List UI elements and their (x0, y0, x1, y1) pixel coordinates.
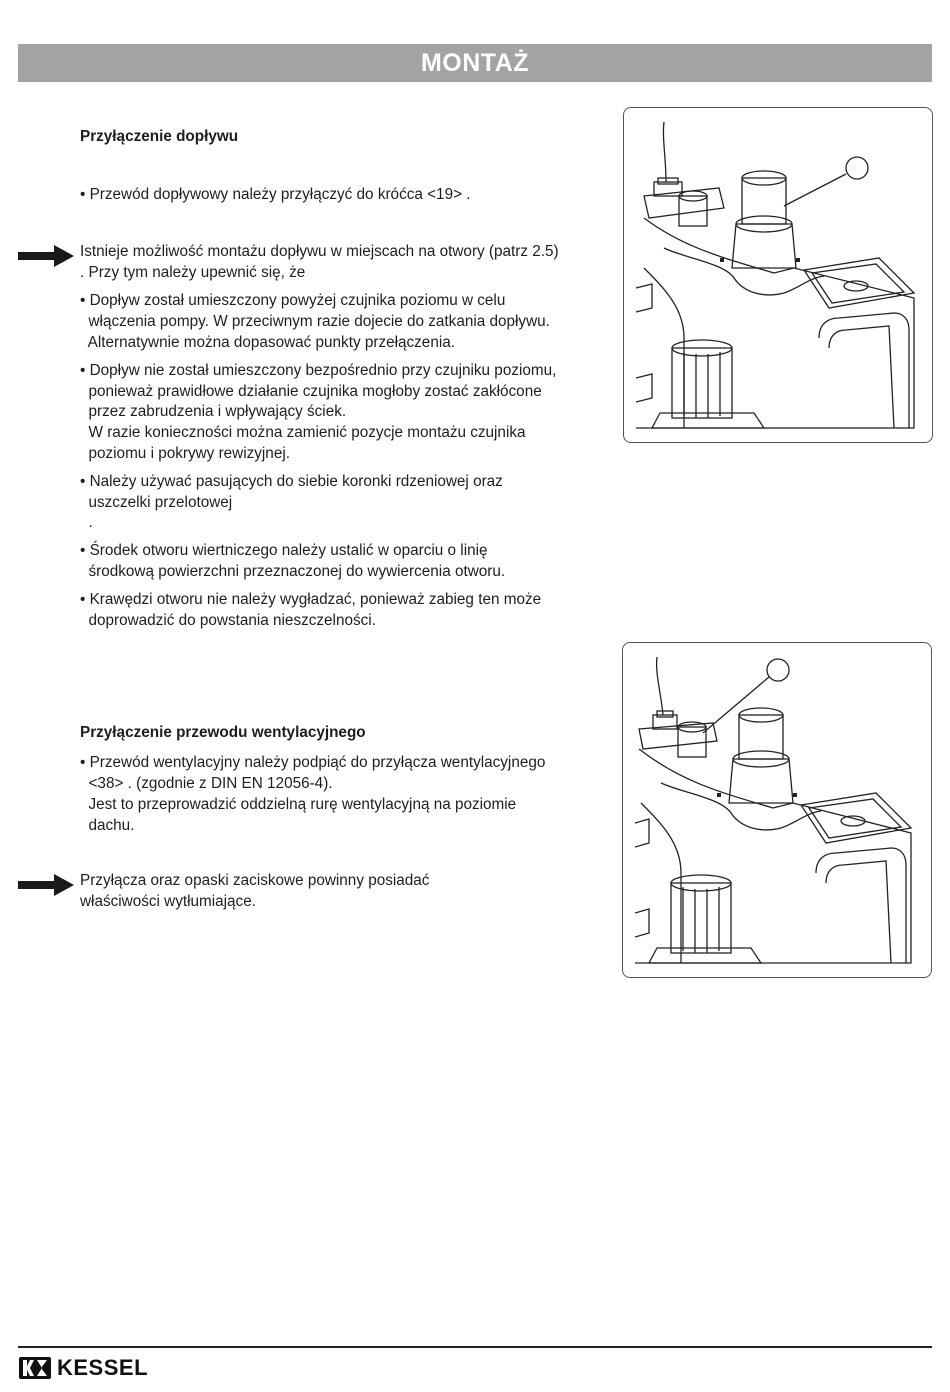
footer-divider (18, 1346, 932, 1348)
note-line: . Przy tym należy upewnić się, że (80, 264, 306, 281)
inflow-main-bullet: • Przewód dopływowy należy przyłączyć do króćca <19> . (80, 186, 471, 203)
bullet-line: . (80, 514, 93, 531)
brand-name: KESSEL (57, 1355, 149, 1380)
kessel-k-logo (18, 1356, 52, 1380)
note-line: Istnieje możliwość montażu dopływu w miejscach na otwory (patrz 2.5) (80, 243, 559, 260)
bullet-line: • Dopływ nie został umieszczony bezpośrednio przy czujniku poziomu, (80, 362, 557, 379)
bullet-line: dachu. (80, 817, 135, 834)
bullet-line: ponieważ prawidłowe działanie czujnika mogłoby zostać zakłócone (80, 383, 542, 400)
right-arrow-icon (18, 873, 74, 897)
bullet-line: • Środek otworu wiertniczego należy ustalić w oparciu o linię (80, 542, 488, 559)
lifting-station-drawing (624, 108, 932, 442)
bullet-line: środkową powierzchni przeznaczonej do wywiercenia otworu. (80, 563, 506, 580)
bullet-line: Alternatywnie można dopasować punkty przełączenia. (80, 334, 455, 351)
bullet-line: • Przewód wentylacyjny należy podpiąć do przyłącza wentylacyjnego (80, 754, 546, 771)
lifting-station-drawing (623, 643, 931, 977)
bullet-line: uszczelki przelotowej (80, 494, 233, 511)
bullet-line: • Należy używać pasujących do siebie koronki rdzeniowej oraz (80, 473, 503, 490)
right-arrow-icon (18, 244, 74, 268)
bullet-line: W razie konieczności można zamienić pozycje montażu czujnika (80, 424, 526, 441)
bullet-line: doprowadzić do powstania nieszczelności. (80, 612, 376, 629)
note-line: Przyłącza oraz opaski zaciskowe powinny posiadać (80, 872, 430, 889)
section-heading-ventilation: Przyłączenie przewodu wentylacyjnego (80, 724, 366, 741)
bullet-line: • Krawędzi otworu nie należy wygładzać, ponieważ zabieg ten może (80, 591, 542, 608)
section-heading-inflow: Przyłączenie dopływu (80, 128, 239, 145)
page-title: MONTAŻ (420, 49, 530, 77)
page-header (18, 44, 932, 82)
note-line: właściwości wytłumiające. (80, 893, 256, 910)
bullet-line: <38> . (zgodnie z DIN EN 12056-4). (80, 775, 333, 792)
figure-inflow-connection (623, 107, 933, 443)
callout-circle-icon (846, 157, 868, 179)
bullet-line: przez zabrudzenia i wpływający ściek. (80, 403, 347, 420)
bullet-line: poziomu i pokrywy rewizyjnej. (80, 445, 290, 462)
bullet-line: • Dopływ został umieszczony powyżej czujnika poziomu w celu (80, 292, 506, 309)
brand-logo (18, 1355, 148, 1381)
bullet-line: Jest to przeprowadzić oddzielną rurę wentylacyjną na poziomie (80, 796, 517, 813)
figure-ventilation-connection (622, 642, 932, 978)
bullet-line: włączenia pompy. W przeciwnym razie dojecie do zatkania dopływu. (80, 313, 550, 330)
callout-circle-icon (767, 659, 789, 681)
